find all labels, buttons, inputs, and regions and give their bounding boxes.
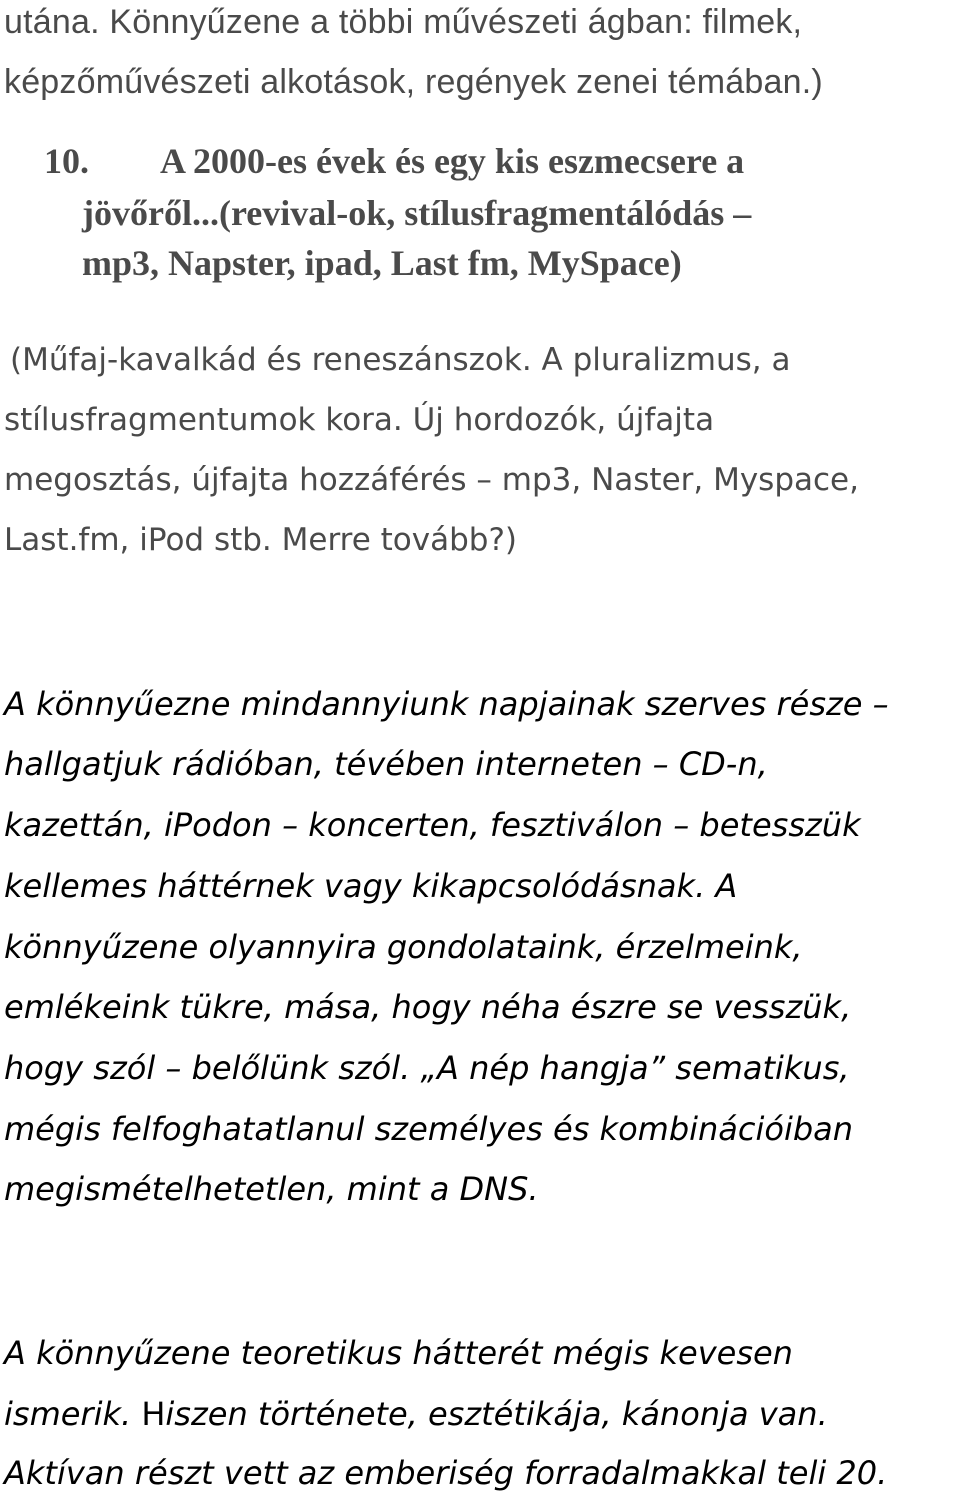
paragraph1-line-2: hallgatjuk rádióban, tévében interneten – CD-n, xyxy=(4,745,768,783)
paragraph2-line-1: A könnyűzene teoretikus hátterét mégis kevesen xyxy=(4,1334,793,1372)
description-line-4: Last.fm, iPod stb. Merre tovább?) xyxy=(4,522,518,558)
description-line-2: stílusfragmentumok kora. Új hordozók, újfajta xyxy=(4,402,715,438)
paragraph2-line-2-rest: iszen története, esztétikája, kánonja van. xyxy=(165,1395,828,1433)
description-line-3: megosztás, újfajta hozzáférés – mp3, Naster, Myspace, xyxy=(4,462,859,498)
paragraph1-line-7: hogy szól – belőlünk szól. „A nép hangja” sematikus, xyxy=(4,1049,850,1087)
paragraph1-line-8: mégis felfoghatatlanul személyes és kombinációiban xyxy=(4,1110,854,1148)
paragraph2-line-2-upright: H xyxy=(141,1395,166,1433)
chapter-title-line-3: mp3, Napster, ipad, Last fm, MySpace) xyxy=(82,243,682,283)
paragraph1-line-4: kellemes háttérnek vagy kikapcsolódásnak. A xyxy=(4,867,738,905)
paragraph2-line-2-start: ismerik. xyxy=(4,1395,142,1433)
chapter-title-line-2: jövőről...(revival-ok, stílusfragmentálódás – xyxy=(82,193,752,233)
intro-line-1: utána. Könnyűzene a többi művészeti ágban: filmek, xyxy=(4,3,803,41)
paragraph1-line-5: könnyűzene olyannyira gondolataink, érzelmeink, xyxy=(4,928,803,966)
paragraph1-line-1: A könnyűezne mindannyiunk napjainak szerves része – xyxy=(4,685,889,723)
paragraph2-line-3: Aktívan részt vett az emberiség forradalmakkal teli 20. xyxy=(4,1454,888,1492)
paragraph2-line-2 xyxy=(4,1384,828,1444)
paragraph1-line-3: kazettán, iPodon – koncerten, fesztiválon – betesszük xyxy=(4,806,861,844)
intro-line-2: képzőművészeti alkotások, regények zenei témában.) xyxy=(4,63,823,101)
description-line-1: (Műfaj-kavalkád és reneszánszok. A pluralizmus, a xyxy=(10,342,791,378)
paragraph1-line-6: emlékeink tükre, mása, hogy néha észre se vesszük, xyxy=(4,988,852,1026)
chapter-number: 10. xyxy=(44,141,89,181)
paragraph1-line-9: megismételhetetlen, mint a DNS. xyxy=(4,1170,539,1208)
chapter-title-line-1: A 2000-es évek és egy kis eszmecsere a xyxy=(160,141,745,181)
